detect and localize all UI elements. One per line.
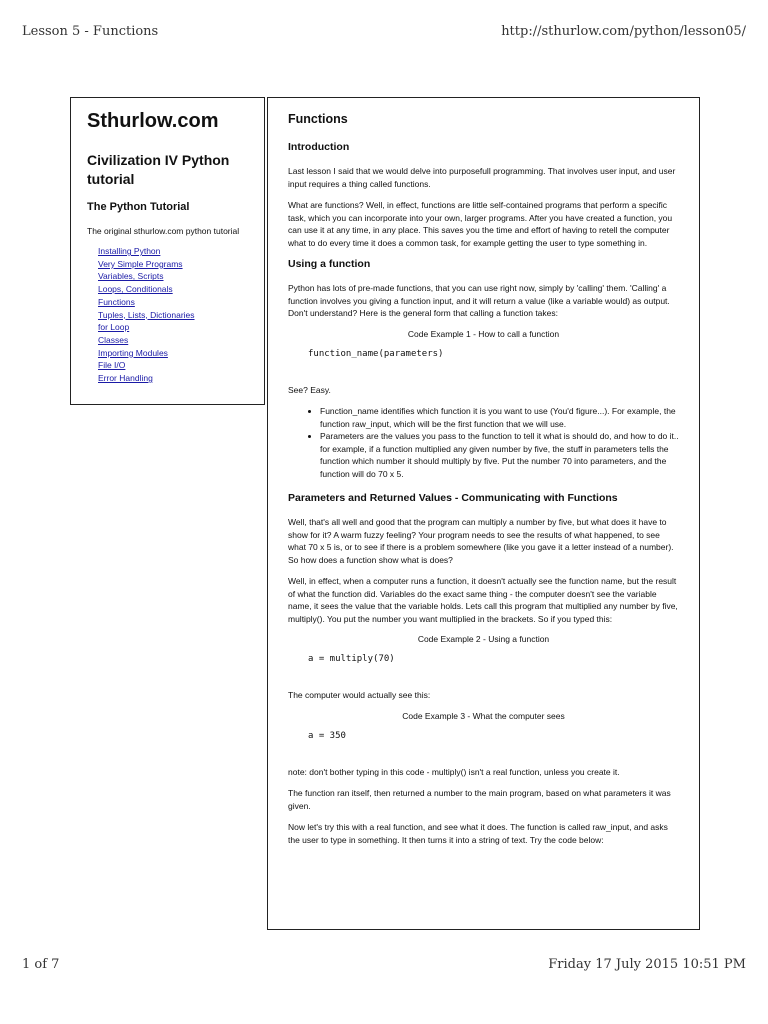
tutorial-title: The Python Tutorial (87, 201, 190, 213)
nav-link-tuples-lists-dictionaries[interactable]: Tuples, Lists, Dictionaries (98, 309, 195, 320)
sidebar-subtitle: Civilization IV Python tutorial (87, 152, 230, 187)
nav-link-very-simple-programs[interactable]: Very Simple Programs (98, 258, 183, 269)
function-parts-list (288, 405, 679, 480)
heading-using-a-function: Using a function (288, 258, 371, 270)
print-header (22, 24, 746, 39)
note-text: note: don't bother typing in this code - multiply() isn't a real function, unless you create it. (288, 766, 620, 777)
params-paragraph-2: Well, in effect, when a computer runs a function, it doesn't actually see the function name, but the result of what the function did. Variables do the exact same thing - the computer doesn't see the variable name, it sees the value that the variable holds. Lets call this program that multiplied any number by five, multiply(). You put the number you want multiplied in the brackets. So if you typed this: (288, 576, 678, 624)
page-number: 1 of 7 (22, 957, 60, 972)
see-easy-text: See? Easy. (288, 384, 331, 395)
lesson-nav (87, 245, 248, 385)
heading-parameters-returned-values: Parameters and Returned Values - Communicating with Functions (288, 492, 618, 504)
ran-itself-text: The function ran itself, then returned a number to the main program, based on what parameters it was given. (288, 788, 671, 811)
computer-sees-text: The computer would actually see this: (288, 690, 431, 700)
intro-paragraph-1: Last lesson I said that we would delve into purposefull programming. That involves user input, and user input requires a thing called functions. (288, 166, 676, 189)
tutorial-description: The original sthurlow.com python tutorial (87, 226, 240, 236)
code-example-2: a = multiply(70) (308, 654, 395, 664)
list-item: • Function_name identifies which function it is you want to use (You'd figure...). For example, the function raw_input, which will be the first function that we will use. (320, 405, 679, 430)
code-example-1: function_name(parameters) (308, 348, 444, 359)
nav-link-classes[interactable]: Classes (98, 334, 129, 345)
params-paragraph-1: Well, that's all well and good that the program can multiply a number by five, but what does it have to show for it? A warm fuzzy feeling? Your program needs to see the results of what happened, to see what 70 x 5 is, or to see if there is a problem somewhere (like you gave it a letter instead of a number). So how does a function show what is does? (288, 517, 674, 565)
nav-link-importing-modules[interactable]: Importing Modules (98, 347, 168, 358)
code-example-2-caption: Code Example 2 - Using a function (417, 634, 550, 644)
intro-paragraph-2: What are functions? Well, in effect, functions are little self-contained programs that perform a specific task, which you can incorporate into your own, larger programs. After you have created a function, you can use it at any time, in any place. This saves you the time and effort of having to retell the computer what to do every time it does a common task, for example getting the user to type something in. (288, 200, 673, 248)
nav-link-functions[interactable]: Functions (98, 296, 135, 307)
list-item: • Parameters are the values you pass to the function to tell it what is should do, and how to do it.. for example, if a function multiplied any given number by five, the stuff in parameters tells the function which number it should multiply by five. Put the number 70 into parameters, and the function will do 70 x 5. (320, 430, 679, 480)
code-example-3: a = 350 (308, 730, 346, 741)
code-example-1-caption: Code Example 1 - How to call a function (407, 328, 560, 339)
print-header-url: http://sthurlow.com/python/lesson05/ (501, 24, 746, 39)
nav-link-installing-python[interactable]: Installing Python (98, 246, 161, 256)
print-footer (22, 957, 746, 972)
main-content (267, 97, 700, 930)
nav-link-loops-conditionals[interactable]: Loops, Conditionals (98, 284, 173, 295)
site-title: Sthurlow.com (87, 110, 219, 132)
page-title: Functions (288, 112, 348, 126)
code-example-3-caption: Code Example 3 - What the computer sees (402, 710, 565, 721)
nav-link-variables-scripts[interactable]: Variables, Scripts (98, 271, 164, 282)
using-paragraph: Python has lots of pre-made functions, that you can use right now, simply by 'calling' them. 'Calling' a function involves you giving a function input, and it will return a value (like a variable would) as output. Don't understand? Here is the general form that calling a function takes: (288, 283, 670, 318)
now-lets-try-text: Now let's try this with a real function, and see what it does. The function is called raw_input, and asks the user to type in something. It then turns it into a string of text. Try the code below: (288, 822, 668, 845)
sidebar (70, 97, 265, 405)
print-datetime: Friday 17 July 2015 10:51 PM (548, 957, 746, 972)
nav-link-error-handling[interactable]: Error Handling (98, 373, 153, 384)
nav-link-file-io[interactable]: File I/O (98, 360, 126, 371)
print-header-title: Lesson 5 - Functions (22, 24, 159, 39)
heading-introduction: Introduction (288, 141, 350, 153)
nav-link-for-loop[interactable]: for Loop (98, 322, 130, 333)
